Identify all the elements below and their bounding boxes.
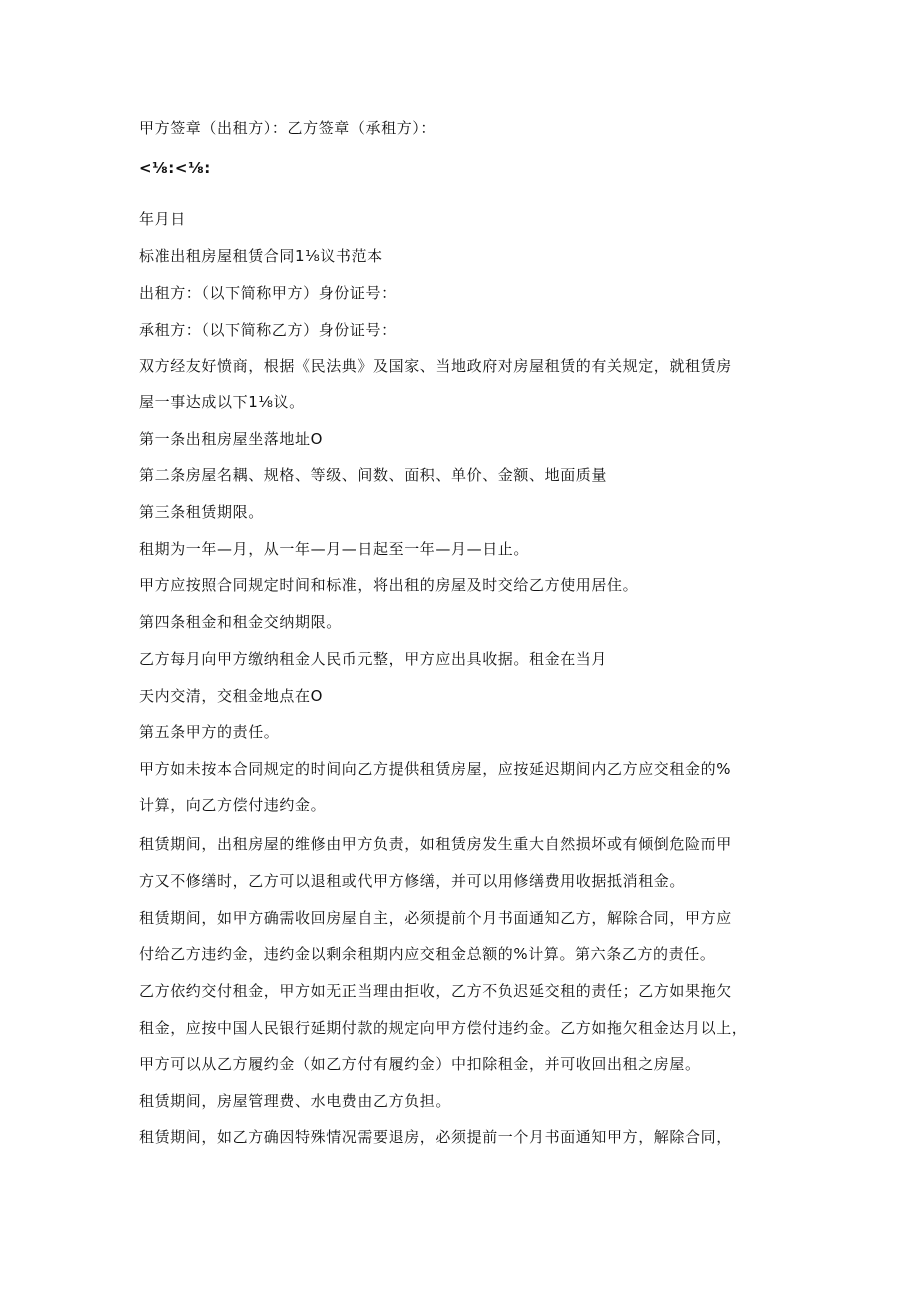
article-1: 第一条出租房屋坐落地址O	[139, 430, 324, 448]
lessor-line: 出租方：（以下简称甲方）身份证号：	[139, 284, 397, 302]
contract-title: 标准出租房屋租赁合同1⅛议书范本	[139, 247, 383, 265]
article-4-line-2: 天内交清，交租金地点在O	[139, 687, 324, 705]
article-5-clause-1-line-2: 计算，向乙方偿付违约金。	[139, 796, 327, 814]
article-5-heading: 第五条甲方的责任。	[139, 723, 280, 741]
preamble-line-1: 双方经友好愤商，根据《民法典》及国家、当地政府对房屋租赁的有关规定，就租赁房	[139, 357, 732, 375]
article-5-clause-3-line-1: 租赁期间，如甲方确需收回房屋自主，必须提前个月书面通知乙方，解除合同，甲方应	[139, 909, 732, 927]
article-3-heading: 第三条租赁期限。	[139, 503, 264, 521]
article-4-heading: 第四条租金和租金交纳期限。	[139, 613, 342, 631]
article-3-term: 租期为一年—月，从一年—月—日起至一年—月—日止。	[139, 540, 530, 558]
article-4-line-1: 乙方每月向甲方缴纳租金人民币元整，甲方应出具收据。租金在当月	[139, 650, 608, 668]
article-5-clause-1-line-1: 甲方如未按本合同规定的时间向乙方提供租赁房屋，应按延迟期间内乙方应交租金的%	[139, 760, 732, 778]
article-6-clause-1-line-2: 租金，应按中国人民银行延期付款的规定向甲方偿付违约金。乙方如拖欠租金达月以上，	[139, 1019, 748, 1037]
article-5-clause-2-line-2: 方又不修缮时，乙方可以退租或代甲方修缮，并可以用修缮费用收据抵消租金。	[139, 872, 686, 890]
article-3-delivery: 甲方应按照合同规定时间和标准，将出租的房屋及时交给乙方使用居住。	[139, 576, 639, 594]
lessee-line: 承租方：（以下简称乙方）身份证号：	[139, 321, 397, 339]
signature-line: 甲方签章（出租方）：乙方签章（承租方）：	[139, 119, 437, 137]
article-6-clause-3-line-1: 租赁期间，如乙方确因特殊情况需要退房，必须提前一个月书面通知甲方，解除合同，	[139, 1128, 732, 1146]
signature-marks: <⅛:<⅛:	[139, 159, 211, 177]
date-line: 年月日	[139, 210, 186, 228]
article-5-clause-3-line-2: 付给乙方违约金，违约金以剩余租期内应交租金总额的%计算。第六条乙方的责任。	[139, 945, 716, 963]
article-6-clause-2: 租赁期间，房屋管理费、水电费由乙方负担。	[139, 1092, 452, 1110]
article-5-clause-2-line-1: 租赁期间，出租房屋的维修由甲方负责，如租赁房发生重大自然损坏或有倾倒危险而甲	[139, 835, 732, 853]
article-2: 第二条房屋名耦、规格、等级、间数、面积、单价、金额、地面质量	[139, 466, 608, 484]
preamble-line-2: 屋一事达成以下1⅛议。	[139, 393, 305, 411]
article-6-clause-1-line-1: 乙方依约交付租金，甲方如无正当理由拒收，乙方不负迟延交租的责任；乙方如果拖欠	[139, 982, 732, 1000]
article-6-clause-1-line-3: 甲方可以从乙方履约金（如乙方付有履约金）中扣除租金，并可收回出租之房屋。	[139, 1055, 701, 1073]
